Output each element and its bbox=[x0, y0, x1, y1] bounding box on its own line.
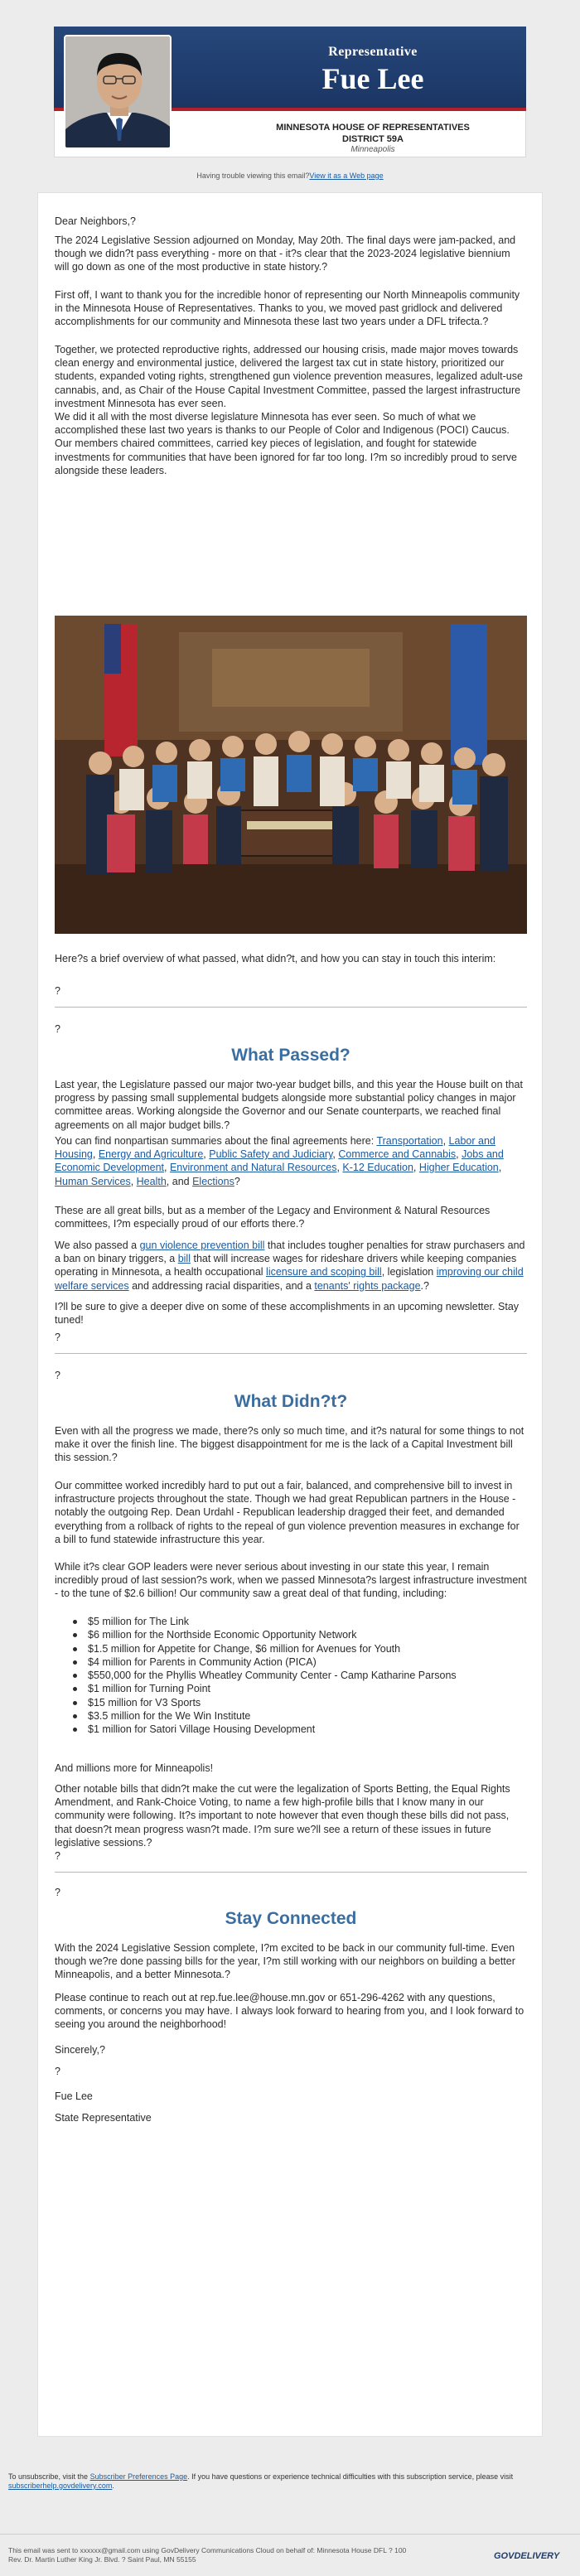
didnt-paragraph-5: Other notable bills that didn?t make the cut were the legalization of Sports Betting, the Equal Rights Amendment, and Rank-Choice Voting, to name a few high-profile bills that I know many in our community were following. It?s important to note however that even though these bills did not pass, that doesn?t mean progress wasn?t made. I?m sure we?ll see a return of these issues in future legislative sessions.? bbox=[55, 1783, 510, 1849]
passed-paragraph-1: Last year, the Legislature passed our major two-year budget bills, and this year the House built on that progress by passing small supplemental budgets alongside more substantial policy changes in major committee areas. Working alongside the Governor and our Senate counterparts, we reached final agreements on all major budget bills.? bbox=[55, 1079, 523, 1131]
link-labor-housing[interactable]: Labor and Housing bbox=[55, 1135, 495, 1161]
connected-paragraph-2: Please continue to reach out at rep.fue.lee@house.mn.gov or 651-296-4262 with any questions, comments, or concerns you may have. I always look forward to hearing from you, and I look forward to seeing you around the neighborhood! bbox=[55, 1992, 524, 2031]
link-commerce-cannabis[interactable]: Commerce and Cannabis bbox=[338, 1148, 457, 1161]
link-transportation[interactable]: Transportation bbox=[376, 1135, 443, 1147]
list-item: $5 million for The Link bbox=[55, 1615, 527, 1628]
didnt-paragraph-4: And millions more for Minneapolis! bbox=[55, 1762, 214, 1774]
unsubscribe-notice bbox=[8, 2472, 572, 2491]
list-item: $6 million for the Northside Economic Opportunity Network bbox=[55, 1628, 527, 1641]
view-web-link[interactable]: View it as a Web page bbox=[309, 172, 384, 180]
text-span: that will increase wages for rideshare drivers while keeping companies operating in Minnesota, a health occupational bbox=[55, 1253, 517, 1278]
header-office bbox=[220, 122, 526, 145]
footer-line-1: This email was sent to xxxxxx@gmail.com using GovDelivery Communications Cloud on behalf of: Minnesota House DFL ? 100 bbox=[8, 2546, 407, 2554]
link-human-services[interactable]: Human Services bbox=[55, 1175, 131, 1187]
link-gun-violence-bill[interactable]: gun violence prevention bill bbox=[139, 1240, 265, 1251]
group-photo-image bbox=[55, 616, 527, 934]
text-span: .? bbox=[420, 1279, 429, 1292]
representative-portrait bbox=[64, 35, 172, 149]
link-jobs-economic-development[interactable]: Jobs and Economic Development bbox=[55, 1148, 504, 1174]
section-divider bbox=[55, 1007, 527, 1008]
view-web-prefix: Having trouble viewing this email? bbox=[196, 172, 310, 180]
heading-what-didnt: What Didn?t? bbox=[234, 1392, 348, 1411]
office-line-2: DISTRICT 59A bbox=[342, 134, 404, 144]
text-span: that includes tougher penalties for straw purchasers and a ban on binary triggers, a bbox=[55, 1240, 525, 1265]
list-item: $1 million for Turning Point bbox=[55, 1682, 527, 1695]
link-rideshare-bill[interactable]: bill bbox=[177, 1253, 191, 1265]
summaries-prefix: You can find nonpartisan summaries about the final agreements here: bbox=[55, 1135, 377, 1147]
list-item: $1.5 million for Appetite for Change, $6 million for Avenues for Youth bbox=[55, 1642, 527, 1655]
heading-stay-connected: Stay Connected bbox=[225, 1909, 357, 1928]
group-photo bbox=[55, 616, 527, 934]
spacer-mark: ? bbox=[55, 1023, 60, 1035]
link-licensure-bill[interactable]: licensure and scoping bill bbox=[266, 1266, 382, 1278]
section-divider bbox=[55, 1872, 527, 1873]
intro-paragraph-4: We did it all with the most diverse legislature Minnesota has ever seen. So much of what we accomplished these last two years is thanks to our People of Color and Indigenous (POCI) Caucus. Our members chaired committees, carried key pieces of legislation, and fought for statewide investments for communities that have been ignored for far too long. I?m so incredibly proud to serve alongside these leaders. bbox=[55, 411, 517, 476]
text-span: . bbox=[112, 2482, 114, 2490]
spacer-mark: ? bbox=[55, 1370, 60, 1381]
footer-line-2: Rev. Dr. Martin Luther King Jr. Blvd. ? Saint Paul, MN 55155 bbox=[8, 2554, 196, 2564]
passed-paragraph-4 bbox=[55, 1239, 527, 1293]
link-public-safety-judiciary[interactable]: Public Safety and Judiciary bbox=[209, 1148, 333, 1161]
govdelivery-logo[interactable] bbox=[494, 2547, 572, 2562]
list-item: $1 million for Satori Village Housing Development bbox=[55, 1723, 527, 1736]
intro-paragraph-3: Together, we protected reproductive rights, addressed our housing crisis, made major moves towards clean energy and environmental justice, delivered the largest tax cut in state history, prioritized our students, expanded voting rights, strengthened gun violence prevention measures, legalized adult-use cannabis, and, as Chair of the House Capital Investment Committee, passed the largest infrastructure investment Minnesota has ever seen. bbox=[55, 344, 523, 409]
header-city: Minneapolis bbox=[350, 145, 395, 154]
newsletter-header bbox=[54, 27, 526, 157]
subscriber-preferences-link[interactable]: Subscriber Preferences Page bbox=[89, 2472, 188, 2481]
link-child-welfare[interactable]: improving our child welfare services bbox=[55, 1266, 524, 1292]
text-span: We also passed a bbox=[55, 1240, 140, 1251]
sign-off: Sincerely,? bbox=[55, 2044, 105, 2056]
overview-paragraph: Here?s a brief overview of what passed, what didn?t, and how you can stay in touch this interim: bbox=[55, 953, 496, 964]
link-environment-natural-resources[interactable]: Environment and Natural Resources bbox=[169, 1162, 337, 1174]
passed-paragraph-3: These are all great bills, but as a member of the Legacy and Environment & Natural Resources committees, I?m especially proud of our efforts there.? bbox=[55, 1205, 491, 1230]
header-rep-title: Representative bbox=[328, 45, 418, 59]
didnt-paragraph-2: Our committee worked incredibly hard to put out a fair, balanced, and comprehensive bill to invest in infrastructure projects throughout the state. Though we had great Republican partners in the House - notably the outgoing Rep. Dean Urdahl - Republican leadership dragged their feet, and demanded everything from a rollback of rights to the repeal of gun violence prevention measures in exchange for a bill to fund statewide infrastructure this year. bbox=[55, 1480, 520, 1545]
govdelivery-logo-icon bbox=[494, 2547, 572, 2562]
govdelivery-wordmark: GOVDELIVERY bbox=[494, 2551, 560, 2561]
signature-title: State Representative bbox=[55, 2112, 152, 2124]
footer-sent-notice bbox=[8, 2546, 481, 2564]
spacer-mark: ? bbox=[55, 1331, 60, 1343]
spacer-mark: ? bbox=[55, 1850, 60, 1862]
text-span: . If you have questions or experience technical difficulties with this subscription service, please visit bbox=[187, 2472, 514, 2481]
header-rep-name: Fue Lee bbox=[321, 62, 424, 95]
view-in-browser-bar bbox=[0, 172, 580, 180]
subscriber-help-link[interactable]: subscriberhelp.govdelivery.com bbox=[8, 2482, 113, 2490]
connected-paragraph-1: With the 2024 Legislative Session complete, I?m excited to be back in our community full-time. Even though we?re done passing bills for the year, I?m still working with our neighbors on building a better Minneapolis, and a better Minnesota.? bbox=[55, 1942, 515, 1981]
text-span: , legislation bbox=[381, 1266, 437, 1278]
person-portrait-icon bbox=[65, 36, 172, 149]
office-line-1: MINNESOTA HOUSE OF REPRESENTATIVES bbox=[276, 123, 470, 133]
list-item: $550,000 for the Phyllis Wheatley Community Center - Camp Katharine Parsons bbox=[55, 1669, 527, 1682]
didnt-paragraph-3: While it?s clear GOP leaders were never serious about investing in our state this year, I remain incredibly proud of last session?s work, when we passed Minnesota?s largest infrastructure investment - to the tune of $2.6 billion! Our community saw a great deal of that funding, including: bbox=[55, 1561, 527, 1600]
intro-paragraph-2: First off, I want to thank you for the incredible honor of representing our North Minneapolis community in the Minnesota House of Representatives. Thanks to you, we moved past gridlock and delivered accomplishments for our community and Minnesota these last two years under a DFL trifecta.? bbox=[55, 289, 520, 328]
passed-paragraph-5: I?ll be sure to give a deeper dive on some of these accomplishments in an upcoming newsletter. Stay tuned! bbox=[55, 1301, 520, 1327]
summaries-end: ? bbox=[234, 1175, 240, 1187]
link-k12-education[interactable]: K-12 Education bbox=[342, 1162, 413, 1174]
list-item: $15 million for V3 Sports bbox=[55, 1696, 527, 1709]
didnt-paragraph-1: Even with all the progress we made, there?s only so much time, and it?s natural for some things to not make it over the finish line. The biggest disappointment for me is the lack of a Capital Investment bill this session.? bbox=[55, 1425, 524, 1464]
section-divider bbox=[55, 1353, 527, 1354]
spacer-mark: ? bbox=[55, 1887, 60, 1898]
and-word: and bbox=[172, 1175, 190, 1187]
text-span: To unsubscribe, visit the bbox=[8, 2472, 90, 2481]
signature-name: Fue Lee bbox=[55, 2090, 93, 2102]
link-higher-education[interactable]: Higher Education bbox=[418, 1162, 499, 1174]
link-energy-agriculture[interactable]: Energy and Agriculture bbox=[98, 1148, 204, 1161]
footer-divider bbox=[0, 2534, 580, 2535]
link-elections[interactable]: Elections bbox=[192, 1175, 234, 1187]
text-span: and addressing racial disparities, and a bbox=[128, 1279, 315, 1292]
link-tenants-rights[interactable]: tenants' rights package bbox=[314, 1279, 421, 1292]
newsletter-body bbox=[37, 192, 543, 2437]
passed-paragraph-2: You can find nonpartisan summaries about the final agreements here: Transportation, Labor and Housing, Energy and Agriculture, Public Safety and Judiciary, Commerce and Cannabis, Jobs and Economic Development, Environment and Natural Resources, K-12 Education, Higher Education, Human Services, Health, and Elections? bbox=[55, 1135, 504, 1187]
intro-paragraph-1: The 2024 Legislative Session adjourned on Monday, May 20th. The final days were jam-packed, and though we didn?t pass everything - more on that - it?s clear that the 2023-2024 legislative biennium will go down as one of the most productive in state history.? bbox=[55, 234, 516, 273]
heading-what-passed: What Passed? bbox=[231, 1046, 350, 1065]
funding-list bbox=[55, 1615, 527, 1737]
spacer-mark: ? bbox=[55, 2066, 60, 2077]
greeting: Dear Neighbors,? bbox=[55, 215, 136, 227]
spacer-mark: ? bbox=[55, 985, 60, 997]
link-health[interactable]: Health bbox=[136, 1175, 167, 1187]
list-item: $3.5 million for the We Win Institute bbox=[55, 1709, 527, 1723]
list-item: $4 million for Parents in Community Action (PICA) bbox=[55, 1655, 527, 1669]
